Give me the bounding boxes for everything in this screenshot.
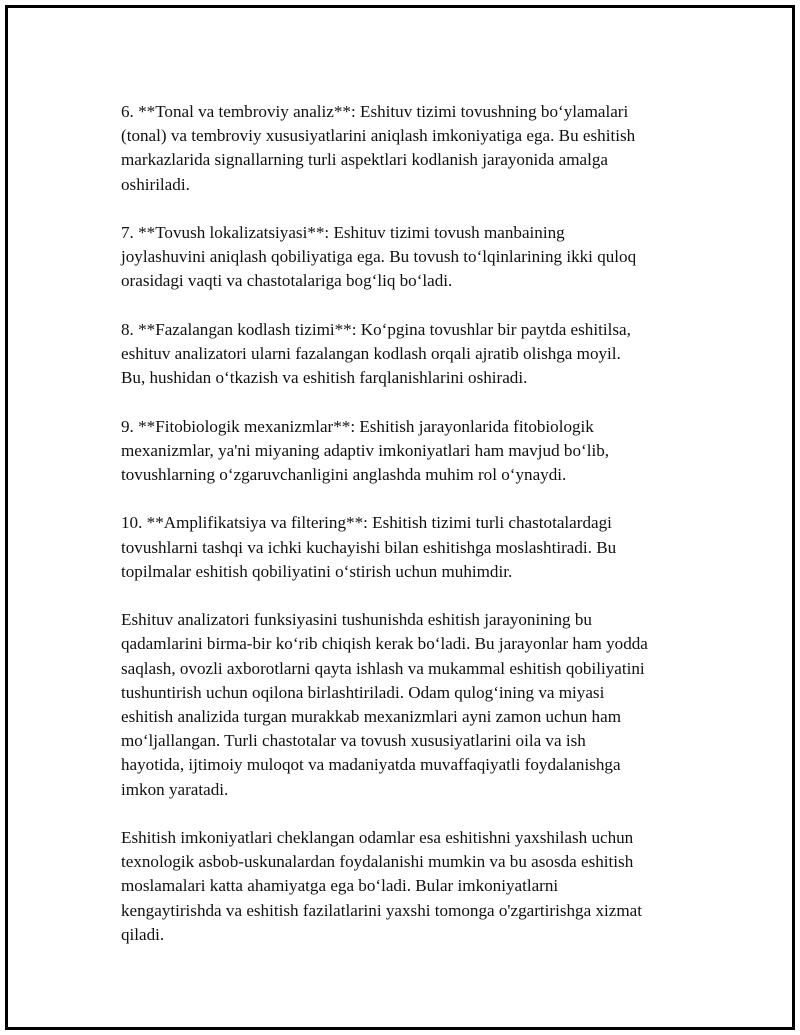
paragraph-hearing-devices: Eshitish imkoniyatlari cheklangan odamlar esa eshitishni yaxshilash uchun texnologik asbob-uskunalardan foydalanishi mumkin va bu asosda eshitish moslamalari katta ahamiyatga ega bo‘ladi. Bular imkoniyatlarni kengaytirishda va eshitish fazilatlarini yaxshi tomonga o'zgartirishga xizmat qiladi. (121, 828, 642, 944)
paragraph-analyzer-summary: Eshituv analizatori funksiyasini tushunishda eshitish jarayonining bu qadamlarini birma-bir ko‘rib chiqish kerak bo‘ladi. Bu jarayonlar ham yodda saqlash, ovozli axborotlarni qayta ishlash va mukammal eshitish qobiliyatini tushuntirish uchun oqilona birlashtiriladi. Odam qulog‘ining va miyasi eshitish analizida turgan murakkab mexanizmlari ayni zamon uchun ham mo‘ljallangan. Turli chastotalar va tovush xususiyatlarini oila va ish hayotida, ijtimoiy muloqot va madaniyatda muvaffaqiyatli foydalanishga imkon yaratadi. (121, 610, 648, 799)
document-body (121, 100, 701, 947)
paragraph-tonal-analysis: 6. **Tonal va tembroviy analiz**: Eshituv tizimi tovushning bo‘ylamalari (tonal) va tembroviy xususiyatlarini aniqlash imkoniyatiga ega. Bu eshitish markazlarida signallarning turli aspektlari kodlanish jarayonida amalga oshiriladi. (121, 102, 636, 194)
page-border (5, 5, 795, 1030)
paragraph-phase-coding: 8. **Fazalangan kodlash tizimi**: Ko‘pgina tovushlar bir paytda eshitilsa, eshituv analizatori ularni fazalangan kodlash orqali ajratib olishga moyil. Bu, hushidan o‘tkazish va eshitish farqlanishlarini oshiradi. (121, 319, 631, 388)
paragraph-amplification-filtering: 10. **Amplifikatsiya va filtering**: Eshitish tizimi turli chastotalardagi tovushlarni tashqi va ichki kuchayishi bilan eshitishga moslashtiradi. Bu topilmalar eshitish qobiliyatini o‘stirish uchun muhimdir. (121, 513, 617, 581)
paragraph-sound-localization: 7. **Tovush lokalizatsiyasi**: Eshituv tizimi tovush manbaining joylashuvini aniqlash qobiliyatiga ega. Bu tovush to‘lqinlarining ikki quloq orasidagi vaqti va chastotalariga bog‘liq bo‘ladi. (121, 223, 637, 291)
paragraph-phytobiological-mechanisms: 9. **Fitobiologik mexanizmlar**: Eshitish jarayonlarida fitobiologik mexanizmlar, ya'ni miyaning adaptiv imkoniyatlari ham mavjud bo‘lib, tovushlarning o‘zgaruvchanligini anglashda muhim rol o‘ynaydi. (121, 416, 610, 484)
